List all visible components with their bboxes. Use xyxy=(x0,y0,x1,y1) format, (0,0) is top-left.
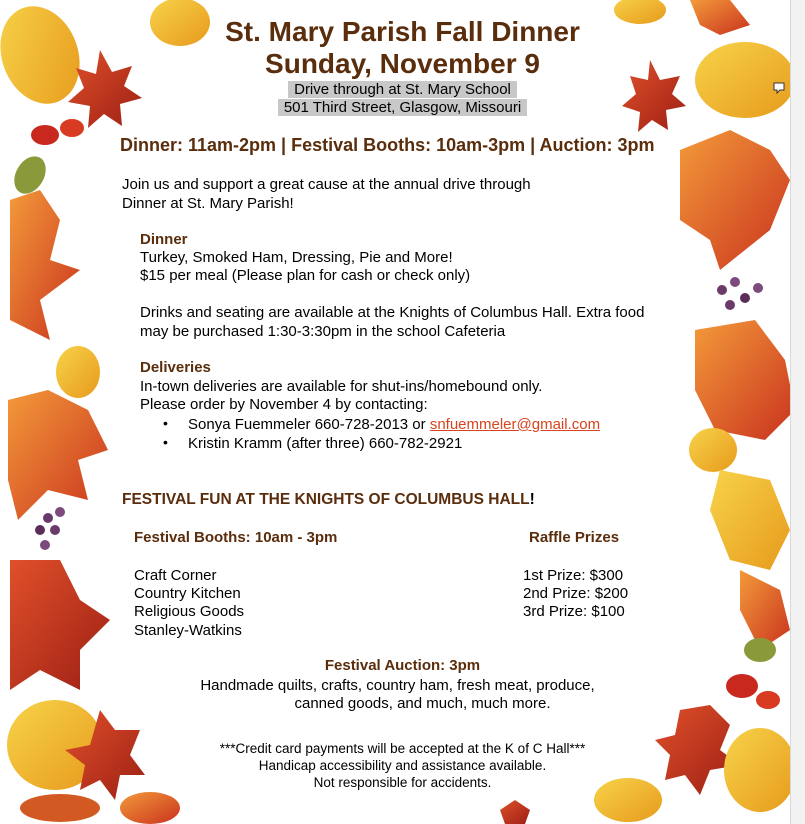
dinner-line-4: may be purchased 1:30-3:30pm in the school Cafeteria xyxy=(140,323,506,340)
birch-leaf-icon xyxy=(20,794,100,822)
deliveries-line-2: Please order by November 4 by contacting: xyxy=(140,396,428,413)
auction-heading: Festival Auction: 3pm xyxy=(324,657,481,674)
berry-cluster-icon xyxy=(717,277,763,310)
maple-leaf-icon xyxy=(695,320,795,440)
prize-item: 3rd Prize: $100 xyxy=(523,603,625,620)
footer-line-3: Not responsible for accidents. xyxy=(313,775,492,790)
booth-item: Stanley-Watkins xyxy=(134,622,242,639)
footer-line-1: ***Credit card payments will be accepted at the K of C Hall*** xyxy=(219,741,586,756)
booth-item: Religious Goods xyxy=(134,603,245,620)
bullet: • xyxy=(163,415,168,431)
footer-line-2: Handicap accessibility and assistance available. xyxy=(258,758,547,773)
page-title: St. Mary Parish Fall Dinner xyxy=(225,16,580,47)
schedule-line: Dinner: 11am-2pm | Festival Booths: 10am-3pm | Auction: 3pm xyxy=(120,135,655,155)
contact-2: Kristin Kramm (after three) 660-782-2921 xyxy=(188,435,463,452)
rosehip-icon xyxy=(8,119,84,199)
location-line-1: Drive through at St. Mary School xyxy=(0,81,805,99)
prize-item: 1st Prize: $300 xyxy=(523,567,624,584)
auction-line-1: Handmade quilts, crafts, country ham, fresh meat, produce, xyxy=(200,677,595,694)
contact-1-text: Sonya Fuemmeler 660-728-2013 or xyxy=(188,416,430,433)
contact-1 xyxy=(188,415,600,434)
deliveries-heading: Deliveries xyxy=(140,359,211,376)
dinner-line-1: Turkey, Smoked Ham, Dressing, Pie and More! xyxy=(140,249,453,266)
prize-item: 2nd Prize: $200 xyxy=(523,585,629,602)
email-link[interactable]: snfuemmeler@gmail.com xyxy=(429,416,601,433)
maple-leaf-icon xyxy=(680,130,790,270)
event-date: Sunday, November 9 xyxy=(265,48,540,79)
birch-leaf-icon xyxy=(56,346,100,398)
booths-heading: Festival Booths: 10am - 3pm xyxy=(134,529,338,546)
deliveries-line-1: In-town deliveries are available for shut-ins/homebound only. xyxy=(140,378,543,395)
maple-leaf-icon xyxy=(710,470,790,570)
dinner-line-3: Drinks and seating are available at the Knights of Columbus Hall. Extra food xyxy=(140,304,645,321)
location-line-2: 501 Third Street, Glasgow, Missouri xyxy=(0,99,805,117)
auction-line-2: canned goods, and much, much more. xyxy=(294,695,551,712)
maple-leaf-icon xyxy=(10,190,80,340)
intro-line-1: Join us and support a great cause at the annual drive through xyxy=(122,176,531,193)
berry-cluster-icon xyxy=(35,507,65,550)
maple-leaf-icon xyxy=(8,390,108,520)
dinner-heading: Dinner xyxy=(140,231,188,248)
birch-leaf-icon xyxy=(120,792,180,824)
bullet: • xyxy=(163,434,168,450)
maple-leaf-icon xyxy=(500,800,530,824)
maple-leaf-icon xyxy=(740,570,790,650)
birch-leaf-icon xyxy=(689,428,737,472)
booth-item: Craft Corner xyxy=(134,567,217,584)
raffle-heading: Raffle Prizes xyxy=(529,529,620,546)
dinner-line-2: $15 per meal (Please plan for cash or check only) xyxy=(140,267,471,284)
booth-item: Country Kitchen xyxy=(134,585,241,602)
festival-heading: FESTIVAL FUN AT THE KNIGHTS OF COLUMBUS HALL! xyxy=(122,491,535,508)
intro-line-2: Dinner at St. Mary Parish! xyxy=(122,195,294,212)
